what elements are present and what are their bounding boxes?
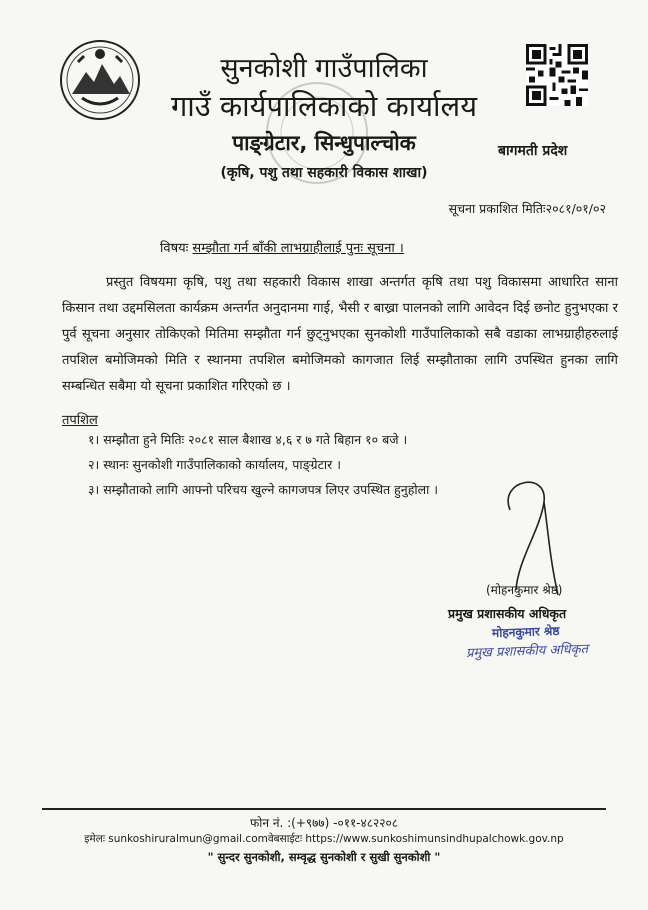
footer-divider <box>42 808 606 810</box>
stamp-title: प्रमुख प्रशासकीय अधिकृत <box>465 641 589 662</box>
province-name: बागमती प्रदेश <box>498 143 568 159</box>
office-name: सुनकोशी गाउँपालिका <box>220 53 428 84</box>
signatory-name: (मोहनकुमार श्रेष्ठ) <box>486 583 563 597</box>
office-address: पाङ्ग्रेटार, सिन्धुपाल्चोक <box>232 131 416 155</box>
details-item: १। सम्झौता हुने मितिः २०८१ साल बैशाख ४,६ र ७ गते बिहान १० बजे । <box>88 432 408 447</box>
office-title: गाउँ कार्यपालिकाको कार्यालय <box>170 89 478 123</box>
footer-phone: फोन नं. :(+९७७) -०११-४८२२०८ <box>250 816 398 830</box>
office-branch: (कृषि, पशु तथा सहकारी विकास शाखा) <box>220 165 428 181</box>
subject-label: विषयः <box>160 241 189 256</box>
published-date: सूचना प्रकाशित मितिः२०८१/०१/०२ <box>448 201 606 216</box>
qr-code-icon <box>526 44 588 106</box>
details-item: २। स्थानः सुनकोशी गाउँपालिकाको कार्यालय, पाङ्ग्रेटार । <box>88 457 341 472</box>
stamp-name: मोहनकुमार श्रेष्ठ <box>491 623 560 641</box>
subject-text: सम्झौता गर्न बाँकी लाभग्राहीलाई पुनः सूचना । <box>192 241 404 256</box>
notice-body: प्रस्तुत विषयमा कृषि, पशु तथा सहकारी विकास शाखा अन्तर्गत कृषि तथा पशु विकासमा आधारित साना किसान तथा उद्दमसिलता कार्यक्रम अन्तर्गत अनुदानमा गाई, भैसी र बाख्रा पालनको लागि आवेदन दिई छनोट हुनुभएका र पुर्व सूचना अनुसार तोकिएको मितिमा सम्झौता गर्न छुट्नुभएका सुनकोशी गाउँपालिकाको सबै वडाका लाभग्राहीहरुलाई तपशिल बमोजिमको मिति र स्थानमा तपशिल बमोजिमको कागजात लिई सम्झौताका लागि उपस्थित हुनका लागि सम्बन्धित सबैमा यो सूचना प्रकाशित गरिएको छ । <box>62 275 618 394</box>
details-heading: तपशिल <box>62 413 98 428</box>
nepal-emblem-icon <box>58 38 142 122</box>
footer-motto: " सुन्दर सुनकोशी, सम्वृद्ध सुनकोशी र सुखी सुनकोशी " <box>207 850 441 864</box>
signatory-title: प्रमुख प्रशासकीय अधिकृत <box>448 606 567 621</box>
subject-line <box>160 238 404 256</box>
footer-contact: इमेलः sunkoshiruralmun@gmail.comवेबसाईटः https://www.sunkoshimunsindhupalchowk.gov.np <box>84 833 564 845</box>
details-item: ३। सम्झौताको लागि आफ्नो परिचय खुल्ने कागजपत्र लिएर उपस्थित हुनुहोला । <box>88 482 439 497</box>
